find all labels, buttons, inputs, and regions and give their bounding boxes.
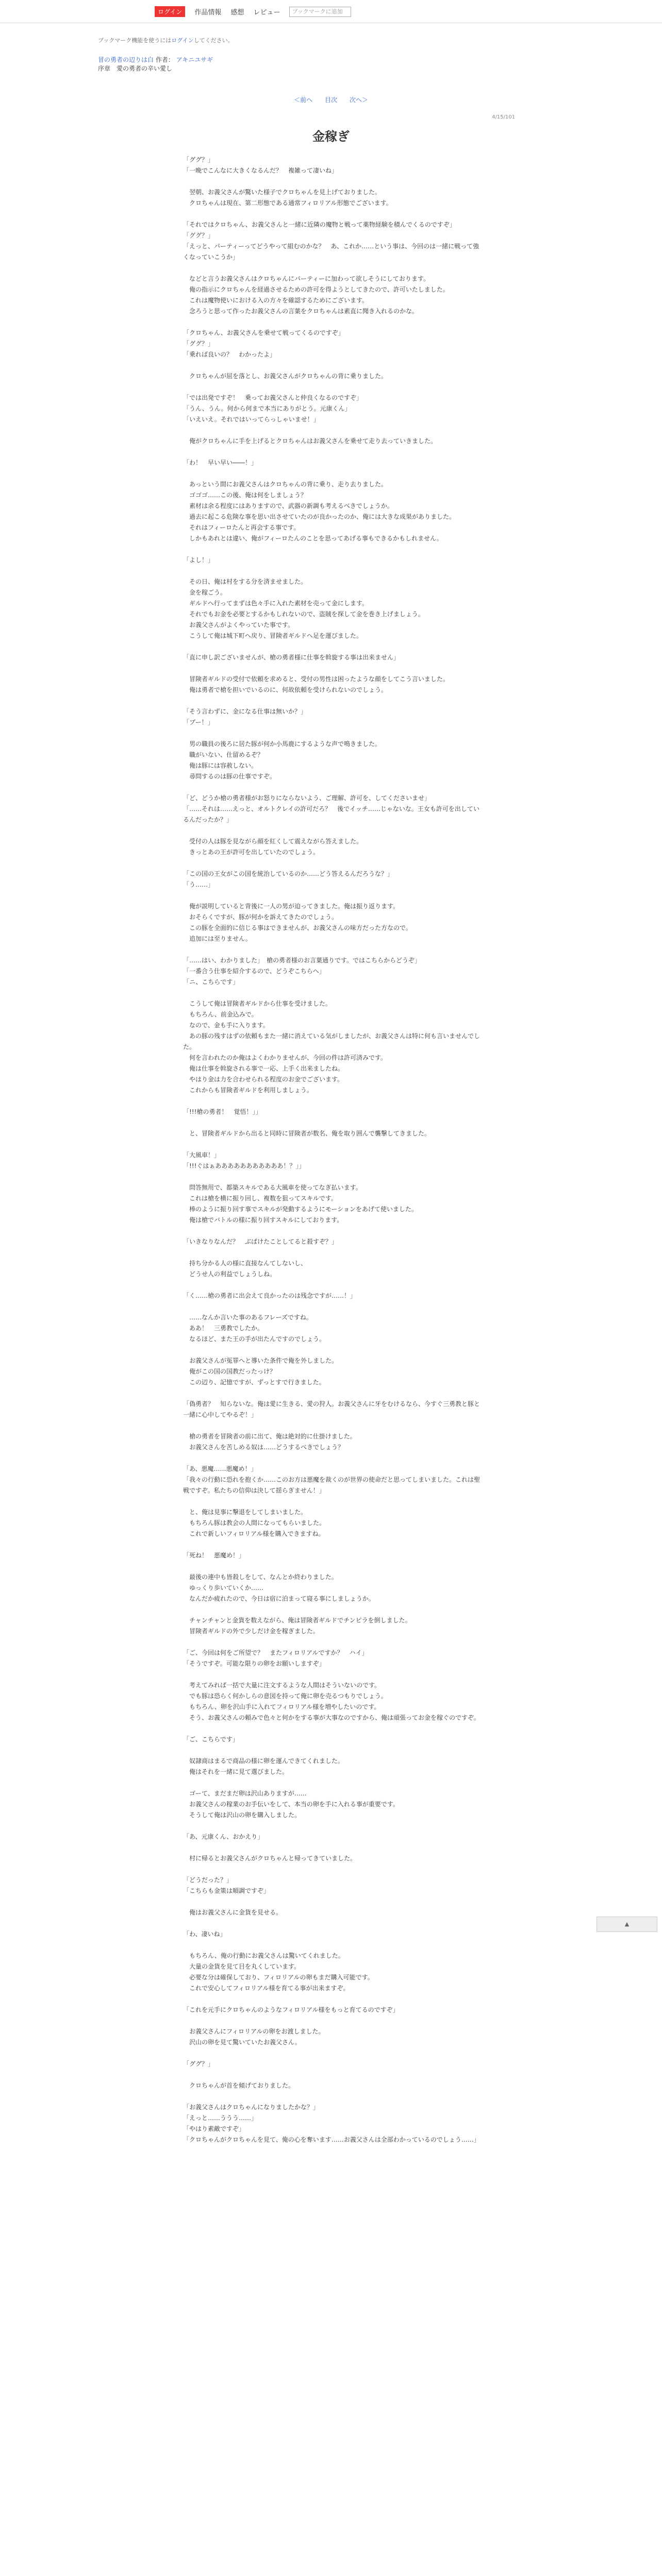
body-paragraph: 持ち分かる人の様に直接なんてしないし、 [183,1260,307,1267]
body-paragraph [183,544,482,555]
body-paragraph: 「こちらも金策は順調ですぞ」 [183,1887,270,1894]
body-paragraph [183,1539,482,1550]
body-paragraph: 「ど、どうか槍の勇者様がお怒りにならないよう、ご理解、許可を、してくださいませ」 [183,794,431,802]
body-paragraph: 「直に申し訳ございませんが、槍の勇者様に仕事を斡旋する事は出来ません」 [183,654,400,661]
body-paragraph: お義父さんがよくやっていた事です。 [183,621,294,629]
body-paragraph: 「く……槍の勇者に出会えて良かったのは残念ですが……！」 [183,1292,357,1299]
body-paragraph: あっという間にお義父さんはクロちゃんの背に乗り、走り去りました。 [183,481,387,488]
body-paragraph [183,1345,482,1355]
body-paragraph [183,1918,482,1929]
body-paragraph: その日、俺は村をする分を済ませました。 [183,578,307,585]
body-paragraph: これからも冒険者ギルドを利用しましょう。 [183,1087,313,1094]
body-paragraph [183,1637,482,1648]
body-paragraph: あの豚の残すはずの依頼もまた一緒に消えている気がしましたが、お義父さんは特に何も言いませんでした。 [183,1032,481,1050]
body-paragraph: 冒険者ギルドの外で少しだけ金を稼ぎました。 [183,1628,319,1635]
body-paragraph: などと言うお義父さんはクロちゃんにパーティーに加わって欲しそうにしております。 [183,275,429,282]
body-paragraph [183,1777,482,1788]
body-paragraph: 「クロちゃん、お義父さんを乗せて戦ってくるのですぞ」 [183,329,344,336]
notice-text-before: ブックマーク機能を使うには [98,37,172,44]
body-paragraph: 「ググ？」 [183,340,214,347]
body-paragraph: おそらくですが、豚が何かを訴えてきたのでしょう。 [183,913,338,921]
body-paragraph: 俺は勇者で槍を担いでいるのに、何故依頼を受けられないのでしょう。 [183,686,388,693]
body-paragraph: この辺り、記憶ですが、ずっとすで行きました。 [183,1379,325,1386]
body-paragraph: 尋問するのは豚の仕事ですぞ。 [183,773,276,780]
body-paragraph: 必要な分は確保しており、フィロリアルの卵もまだ購入可能です。 [183,1974,374,1981]
body-paragraph [183,468,482,479]
body-paragraph: 俺はお義父さんに金貨を見せる。 [183,1909,283,1916]
body-paragraph [183,447,482,457]
body-paragraph [183,176,482,187]
body-paragraph: これで新しいフィロリアル様を購入できますね。 [183,1530,325,1537]
body-paragraph: きっとあの王が許可を出していたのでしょう。 [183,849,320,856]
nav-novel-info[interactable]: 作品情報 [194,9,222,16]
body-paragraph: 俺はそれを一緒に見て選びました。 [183,1768,289,1775]
body-paragraph: 「この国の王女がこの国を統治しているのか……どう答えるんだろうな？」 [183,870,394,877]
page-top-button[interactable] [597,1917,657,1932]
body-paragraph: 「偽勇者？ 知らないな。俺は愛に生きる、愛の狩人。お義父さんに牙をむけるなら、今すぐ三勇教と豚と一緒に心中してやるぞ！」 [183,1400,481,1418]
top-navigation-bar [0,0,662,23]
body-paragraph [183,988,482,998]
body-paragraph: 俺の指示にクロちゃんを経過させるための許可を得ようとしてきたので、許可いたしました。 [183,286,449,293]
body-paragraph: 「いえいえ。それではいってらっしゃいませ！」 [183,416,320,423]
body-paragraph: ゴーて、まだまだ卵は沢山ありますが…… [183,1790,307,1797]
body-paragraph [183,1172,482,1182]
prev-link[interactable]: ＜前へ [294,96,313,104]
body-paragraph: ゆっくり歩いていくか…… [183,1584,263,1591]
next-link[interactable]: 次へ＞ [349,96,368,104]
body-paragraph [183,360,482,371]
body-paragraph: 「ご、今回は何をご所望で？ またフィロリアルですか？ ハイ」 [183,1649,368,1656]
body-paragraph [183,1745,482,1756]
body-paragraph [183,317,482,328]
body-paragraph: もちろん、卵を沢山手に入れてフィロリアル様を増やしたいのです。 [183,1703,380,1710]
body-paragraph [183,782,482,793]
body-paragraph: 考えてみれば一括で大量に注文するような人間はそういないのです。 [183,1682,381,1689]
login-button[interactable]: ログイン [155,6,185,17]
body-paragraph [183,566,482,577]
body-paragraph [183,1561,482,1572]
body-paragraph: もちろん豚は教会の人間になってもらいました。 [183,1519,326,1527]
body-paragraph: 俺は仕事を斡旋される事で一応、上手く出来ましたね。 [183,1065,344,1072]
body-paragraph: 奴隷商はまるで商品の様に卵を運んできてくれました。 [183,1757,344,1765]
body-paragraph: 何を言われたのか俺はよくわかりませんが、今回の件は許可済みです。 [183,1054,387,1061]
body-paragraph [183,641,482,652]
body-paragraph [183,1940,482,1951]
bookmark-add-button[interactable]: ブックマークに追加 [289,7,351,17]
body-paragraph: 俺がこの国の国教だったっけ？ [183,1368,276,1375]
body-paragraph [183,1604,482,1615]
body-paragraph: クロちゃんが首を傾げておりました。 [183,2082,295,2089]
body-paragraph: 「大風車！」 [183,1151,221,1159]
body-paragraph [183,209,482,219]
body-paragraph [183,2091,482,2102]
body-paragraph: お義父さんにフィロリアルの卵をお渡しました。 [183,2028,325,2035]
body-paragraph: 「それではクロちゃん、お義父さんと一緒に近隣の魔物と戦って薬物経験を積んでくるのですぞ」 [183,221,456,228]
body-paragraph [183,1247,482,1258]
series-title-link[interactable]: 冒の勇者の辺りは白 [98,56,154,63]
body-paragraph [183,1096,482,1107]
body-paragraph [183,1139,482,1150]
body-paragraph: 「やはり素敵ですぞ」 [183,2125,245,2132]
author-label: 作者： [155,56,174,63]
body-paragraph: この豚を全面的に信じる事はできませんが、お義父さんの味方だった方なので。 [183,924,412,931]
body-paragraph: もちろん、俺の行動にお義父さんは驚いてくれました。 [183,1952,344,1959]
body-paragraph: こうして俺は城下町へ戻り、冒険者ギルドへ足を運びました。 [183,632,362,639]
top-nav-items [155,6,351,17]
body-paragraph: 「一晩でこんなに大きくなるんだ？ 複雑って凄いね」 [183,167,338,174]
body-paragraph: それはフィーロたんと再会する事です。 [183,524,300,531]
body-paragraph: もちろん、前金込みで。 [183,1011,258,1018]
body-paragraph [183,663,482,674]
body-paragraph: 「一番合う仕事を紹介するので、どうぞこちらへ」 [183,968,325,975]
body-paragraph [183,858,482,869]
body-paragraph [183,1388,482,1399]
toc-link[interactable]: 目次 [324,96,337,104]
body-paragraph [183,1453,482,1464]
body-paragraph: これで安心してフィロリアル様を育てる事が出来ますぞ。 [183,1985,350,1992]
body-paragraph: 大量の金貨を見て目を丸くしています。 [183,1963,301,1970]
notice-login-link[interactable]: ログイン [171,37,194,44]
body-paragraph [183,382,482,393]
episode-body [183,155,482,2145]
body-paragraph [183,890,482,901]
body-paragraph: ギルドへ行ってまずは色々手に入れた素材を売って金にします。 [183,600,368,607]
body-paragraph [183,425,482,436]
body-paragraph [183,2015,482,2026]
body-paragraph: チャンチャンと金貨を数えながら、俺は冒険者ギルドでチンピラを倒しました。 [183,1617,411,1624]
body-paragraph: 職がいない、仕留めるぞ？ [183,751,264,758]
body-paragraph [183,263,482,274]
body-paragraph: 追加には至りません。 [183,935,252,942]
body-paragraph: 「では出発ですぞ！ 乗ってお義父さんと仲良くなるのですぞ」 [183,394,363,401]
body-paragraph: それでもお金を必要とするかもしれないので、盗賊を探して金を巻き上げましょう。 [183,611,424,618]
body-paragraph: 俺は槍でバトルの様に振り回すスキルにしております。 [183,1216,343,1224]
nav-reviews[interactable]: レビュー [253,9,280,16]
episode-number: 4/15/101 [492,114,515,120]
body-paragraph [183,1896,482,1907]
body-paragraph: これは魔物使いにおける入の方々を確認するためにございます。 [183,297,369,304]
body-paragraph [183,1821,482,1832]
body-paragraph: 「どうだった？」 [183,1876,233,1884]
body-paragraph [183,1280,482,1291]
body-paragraph: 「我々の行動に恐れを抱くか……このお方は悪魔を裁くのが世界の使命だと思ってしまいました。これは聖戦ですぞ。私たちの信仰は決して揺らぎません！」 [183,1476,481,1494]
body-paragraph: 最後の連中も皆殺しをして、なんとか終わりました。 [183,1573,338,1581]
body-paragraph: 村に帰るとお義父さんがクロちゃんと帰ってきていました。 [183,1855,357,1862]
body-paragraph: 翌朝、お義父さんが驚いた様子でクロちゃんを見上げておりました。 [183,189,382,196]
body-paragraph [183,1994,482,2005]
novel-meta [98,56,213,73]
page-top-icon: ▲ [624,1921,630,1927]
body-paragraph: 槍の勇者を冒険者の前に出て、俺は絶対的に仕掛けました。 [183,1433,356,1440]
body-paragraph: 「そうですぞ。可能な限りの卵をお願いしますぞ」 [183,1660,325,1667]
body-paragraph: そうして俺は沢山の卵を購入しました。 [183,1811,301,1819]
body-paragraph: 金を稼ごう。 [183,589,227,596]
body-paragraph: 受付の人は豚を見ながら顔を紅くして震えながら答えました。 [183,838,363,845]
body-paragraph: 「クロちゃんがクロちゃんを見て、俺の心を奪います……お義父さんは全部わかっているのでしょう……」 [183,2136,480,2143]
body-paragraph: 俺は豚には容赦しない。 [183,762,258,769]
body-paragraph: ああ！ 三勇教でしたか。 [183,1325,264,1332]
body-paragraph: 棒のように振り回す事でスキルが発動するようにモーションをあげて使いました。 [183,1206,418,1213]
body-paragraph: どうせ人の利益でしょうしね。 [183,1270,276,1278]
body-paragraph: 「わ！ 早い早い――！」 [183,459,258,466]
body-paragraph: ……なんか言いた事のあるフレーズですね。 [183,1314,312,1321]
nav-impressions[interactable]: 感想 [230,9,244,16]
body-paragraph: 念ろうと思って作ったお義父さんの言葉をクロちゃんは素直に聞き入れるのかな。 [183,308,419,315]
author-link[interactable]: アキニユサギ [176,56,213,63]
body-paragraph: 冒険者ギルドの受付で依頼を求めると、受付の男性は困ったような顔をしてこう言いました。 [183,675,449,683]
body-paragraph: 「乗れば良いの？ わかったよ」 [183,351,276,358]
body-paragraph: 「ブー！」 [183,719,214,726]
top-pager [0,95,662,104]
body-paragraph [183,1301,482,1312]
body-paragraph: 「うん、うん。何から何まで本当にありがとう。元康くん」 [183,405,351,412]
body-paragraph: なんだか疲れたので、今日は宿に泊まって寝る事にしましょうか。 [183,1595,375,1602]
body-paragraph: と、俺は見事に撃退をしてしまいました。 [183,1509,307,1516]
body-paragraph [183,1864,482,1875]
body-paragraph: 「!!!槍の勇者！ 覚悟！」」 [183,1108,262,1115]
body-paragraph [183,825,482,836]
body-paragraph: 「……それは……えっと、オルトクレイの許可だろ？ 後でイッチ……じゃないな。王女も許可を出しているんだったか？」 [183,805,479,823]
body-paragraph: 「あ、悪魔……悪魔め！」 [183,1465,257,1472]
body-paragraph: 「ご、こちらです」 [183,1736,239,1743]
body-paragraph: 「ググ？」 [183,232,214,239]
body-paragraph [183,1117,482,1128]
body-paragraph [183,2070,482,2080]
episode-title: 金稼ぎ [312,129,350,144]
body-paragraph: 「死ね！ 悪魔め！」 [183,1552,245,1559]
body-paragraph: お義父さんの稼業のお手伝いをして、本当の卵を手に入れる事が重要です。 [183,1801,399,1808]
body-paragraph: 男の職員の後ろに居た豚が何か小馬鹿にするような声で鳴きました。 [183,740,382,748]
body-paragraph: こうして俺は冒険者ギルドから仕事を受けました。 [183,1000,332,1007]
body-paragraph [183,1496,482,1507]
body-paragraph [183,944,482,955]
body-paragraph: 「これを元手にクロちゃんのようなフィロリアル様をもっと育てるのですぞ」 [183,2006,399,2013]
chapter-title: 序章 愛の勇者の辛い愛し [98,65,173,72]
body-paragraph: 「!!!ぐはぁあああああああああああ！？」」 [183,1162,305,1170]
body-paragraph: 素材は余る程度にはありますので、武器の新調も考えるべきでしょうか。 [183,502,393,510]
body-paragraph: 「ニ、こちらです」 [183,978,239,986]
body-paragraph: これは槍を横に振り回し、複数を狙ってスキルです。 [183,1195,337,1202]
bookmark-login-notice [98,36,234,44]
body-paragraph: なので、金も手に入ります。 [183,1022,269,1029]
body-paragraph: 「そう言わずに、金になる仕事は無いか？」 [183,708,307,715]
body-paragraph: そう、お義父さんの頼みで色々と何かをする事が大事なのですから、俺は頑張ってお金を稼ぐのですぞ。 [183,1714,480,1721]
body-paragraph: 「あ、元康くん、おかえり」 [183,1833,264,1840]
body-paragraph: 「お義父さんはクロちゃんになりましたかな？」 [183,2104,320,2111]
body-paragraph: お義父さんが冤罪へと導いた条件で俺を外しました。 [183,1357,338,1364]
body-paragraph [183,1669,482,1680]
body-paragraph: ゴゴゴ……この後、俺は何をしましょう？ [183,492,307,499]
body-paragraph: クロちゃんは現在、第二形態である通常フィロリアル形態でございます。 [183,199,392,207]
body-paragraph: 「わ、凄いね」 [183,1930,226,1938]
body-paragraph [183,1723,482,1734]
body-paragraph: お義父さんを苦しめる奴は……どうするべきでしょう？ [183,1444,344,1451]
body-paragraph: 問答無用で、都築スキルである大風車を使ってなぎ払います。 [183,1184,362,1191]
body-paragraph: 俺がクロちゃんに手を上げるとクロちゃんはお義父さんを乗せて走り去っていきました。 [183,437,437,445]
body-paragraph: しかもあれとは違い、俺がフィーロたんのことを思ってあげる事もできるかもしれません。 [183,535,443,542]
body-paragraph: と、冒険者ギルドから出ると同時に冒険者が数名、俺を取り囲んで襲撃してきました。 [183,1130,431,1137]
body-paragraph: 「えっと……ううう……」 [183,2114,258,2122]
body-paragraph: クロちゃんが屈を落とし、お義父さんがクロちゃんの背に乗りました。 [183,372,388,380]
body-paragraph [183,1226,482,1236]
body-paragraph: 「ググ？」 [183,2060,214,2067]
body-paragraph: でも豚は恐らく何かしらの意図を持って俺に卵を売るつもりでしょう。 [183,1692,387,1700]
body-paragraph: 「いきなりなんだ？ ぶぱけたことしてると殺すぞ？」 [183,1238,338,1245]
body-paragraph [183,728,482,739]
body-paragraph: 「よし！」 [183,556,214,564]
body-paragraph: 「……はい、わかりました」 槍の勇者様のお言葉通りです。ではこちらからどうぞ」 [183,957,421,964]
body-paragraph: 過去に起こる危険な事を思い出させていたのが良かったのか、俺には大きな成果がありました。 [183,513,456,520]
body-paragraph [183,1842,482,1853]
body-paragraph: 「ググ？」 [183,156,214,163]
series-title-row [98,56,213,64]
body-paragraph [183,1420,482,1431]
notice-text-after: してください。 [193,37,234,44]
body-paragraph: 沢山の卵を見て驚いていたお義父さん。 [183,2039,301,2046]
body-paragraph: 「えっと、パーティーってどうやって組むのかな？ あ、これか……という事は、今回のは一緒に戦って強くなっていこうか」 [183,243,479,261]
body-paragraph [183,696,482,706]
body-paragraph: やはり金は力を合わせられる程度のお金でございます。 [183,1076,344,1083]
body-paragraph: なるほど、また王の手が出たんですのでしょう。 [183,1335,326,1343]
body-paragraph: 俺が説明していると背後に一人の男が迫ってきました。俺は振り返ります。 [183,903,400,910]
body-paragraph [183,2048,482,2059]
body-paragraph: 「う……」 [183,881,214,888]
